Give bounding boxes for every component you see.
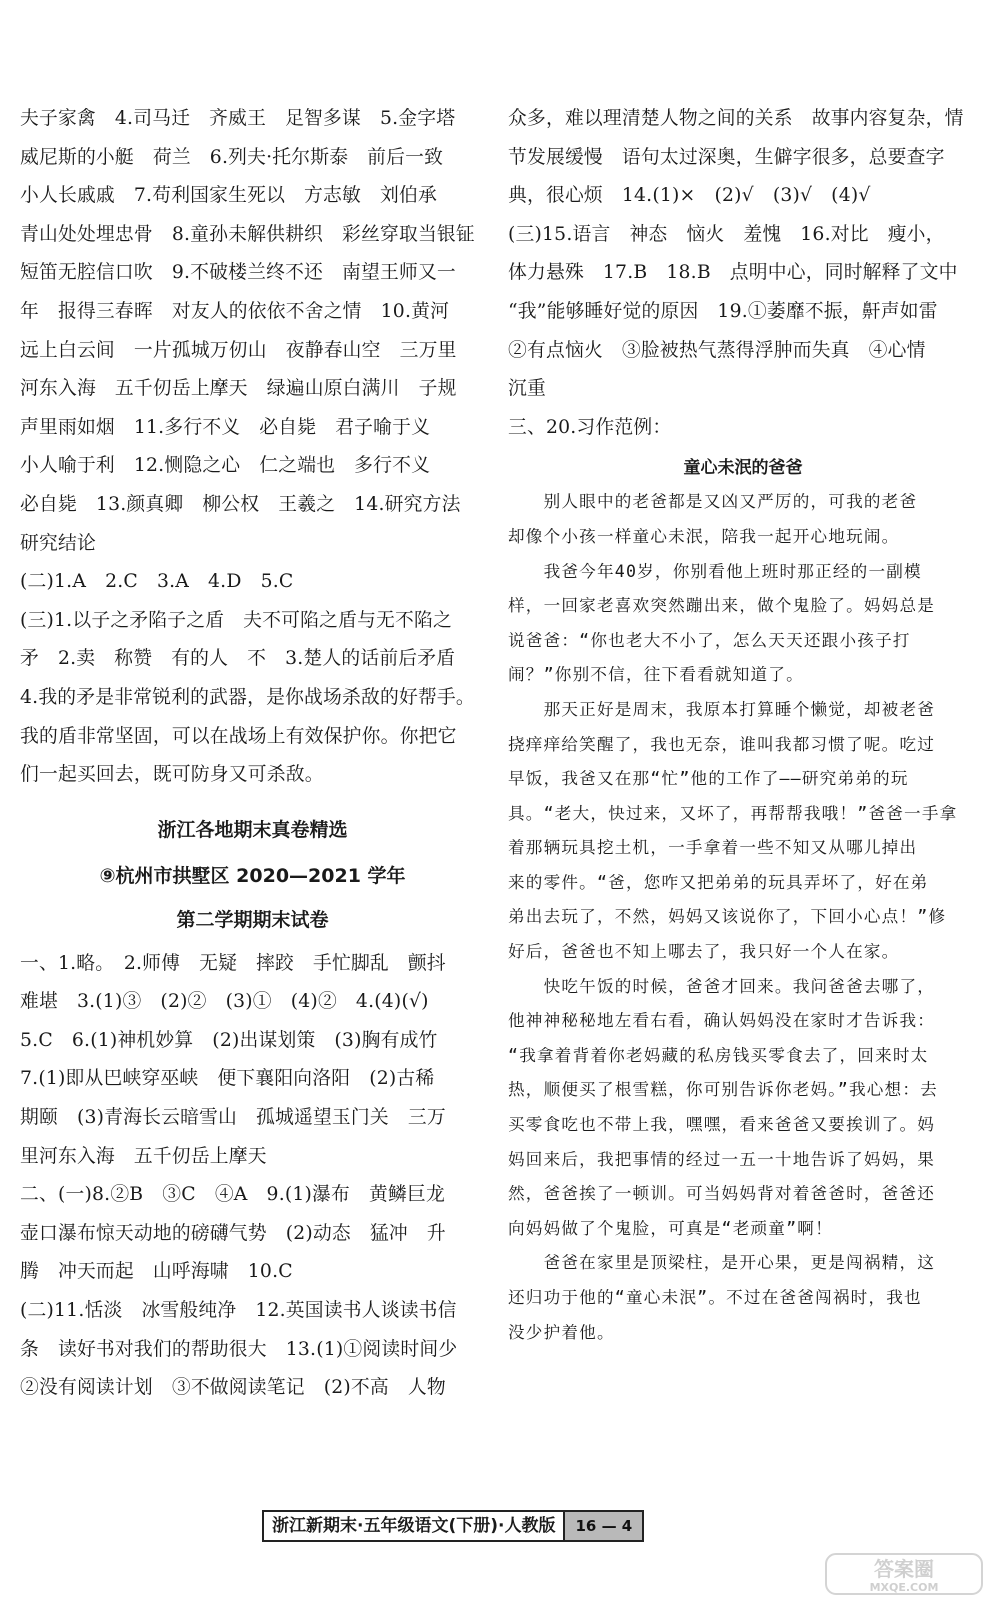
answer-line: 青山处处埋忠骨 8.童孙未解供耕织 彩丝穿取当银钲 [20, 223, 475, 245]
answer-line: “我”能够睡好觉的原因 19.①萎靡不振，鼾声如雷 [508, 300, 938, 322]
answer-block-top [20, 100, 485, 795]
essay-line: 别人眼中的老爸都是又凶又严厉的，可我的老爸 [508, 492, 918, 512]
answer-line: 必自毙 13.颜真卿 柳公权 王羲之 14.研究方法 [20, 493, 461, 515]
answer-line: 研究结论 [20, 532, 96, 554]
exam-title-line-2: 第二学期期末试卷 [176, 908, 329, 931]
answer-line: 4.我的矛是非常锐利的武器，是你战场杀敌的好帮手。 [20, 686, 475, 708]
answer-line: ②有点恼火 ③脸被热气蒸得浮肿而失真 ④心情 [508, 339, 926, 361]
answer-line: 腾 冲天而起 山呼海啸 10.C [20, 1261, 293, 1283]
answer-line: 5.C 6.(1)神机妙算 (2)出谋划策 (3)胸有成竹 [20, 1029, 438, 1051]
essay-line: 快吃午饭的时候，爸爸才回来。我问爸爸去哪了， [508, 976, 936, 996]
answer-line: 里河东入海 五千仞岳上摩天 [20, 1145, 267, 1167]
answer-line: 矛 2.卖 称赞 有的人 不 3.楚人的话前后矛盾 [20, 648, 456, 670]
answer-line: 年 报得三春晖 对友人的依依不舍之情 10.黄河 [20, 300, 450, 322]
answer-line: ②没有阅读计划 ③不做阅读笔记 (2)不高 人物 [20, 1377, 446, 1399]
essay-line: 没少护着他。 [508, 1322, 615, 1342]
essay-line: 买零食吃也不带上我，嘿嘿，看来爸爸又要挨训了。妈 [508, 1115, 936, 1135]
answer-block-right [508, 100, 978, 447]
essay-body [508, 485, 978, 1350]
answer-line: 7.(1)即从巴峡穿巫峡 便下襄阳向洛阳 (2)古稀 [20, 1068, 435, 1090]
answer-line: 体力悬殊 17.B 18.B 点明中心，同时解释了文中 [508, 262, 958, 284]
essay-line: 具。“老大，快过来，又坏了，再帮帮我哦！”爸爸一手拿 [508, 803, 958, 823]
exam-title-line-1: ⑨杭州市拱墅区 2020—2021 学年 [99, 864, 406, 887]
essay-line: 来的零件。“爸，您咋又把弟弟的玩具弄坏了，好在弟 [508, 872, 929, 892]
watermark-logo [824, 1552, 984, 1596]
essay-line: 闹？”你别不信，往下看看就知道了。 [508, 665, 804, 685]
essay-line: 他神神秘秘地左看右看，确认妈妈没在家时才告诉我： [508, 1011, 936, 1031]
answer-line: 二、(一)8.②B ③C ④A 9.(1)瀑布 黄鳞巨龙 [20, 1184, 445, 1206]
footer-book-title: 浙江新期末·五年级语文(下册)·人教版 [262, 1510, 563, 1542]
answer-line: 众多，难以理清楚人物之间的关系 故事内容复杂，情 [508, 108, 964, 129]
right-column [508, 100, 978, 1350]
essay-line: 热，顺便买了根雪糕，你可别告诉你老妈。”我心想：去 [508, 1080, 938, 1100]
essay-line: 那天正好是周末，我原本打算睡个懒觉，却被老爸 [508, 699, 936, 719]
essay-line: 着那辆玩具挖土机，一手拿着一些不知又从哪儿掉出 [508, 838, 918, 858]
answer-block-bottom [20, 945, 485, 1408]
essay-line: 却像个小孩一样童心未泯，陪我一起开心地玩闹。 [508, 526, 900, 546]
answer-line: (三)1.以子之矛陷子之盾 夫不可陷之盾与无不陷之 [20, 609, 452, 631]
essay-line: 妈回来后，我把事情的经过一五一十地告诉了妈妈，果 [508, 1149, 936, 1169]
answer-line: 我的盾非常坚固，可以在战场上有效保护你。你把它 [20, 725, 457, 747]
answer-line: 小人长戚戚 7.苟利国家生死以 方志敏 刘伯承 [20, 185, 437, 207]
answer-line: 远上白云间 一片孤城万仞山 夜静春山空 三万里 [20, 339, 457, 361]
essay-line: 样，一回家老喜欢突然蹦出来，做个鬼脸了。妈妈总是 [508, 596, 936, 616]
answer-line: 威尼斯的小艇 荷兰 6.列夫·托尔斯泰 前后一致 [20, 146, 444, 168]
answer-line: 三、20.习作范例： [508, 416, 672, 438]
answer-line: (二)11.恬淡 冰雪般纯净 12.英国读书人谈读书信 [20, 1300, 457, 1322]
answer-line: 壶口瀑布惊天动地的磅礴气势 (2)动态 猛冲 升 [20, 1222, 446, 1244]
answer-line: 典，很心烦 14.(1)× (2)√ (3)√ (4)√ [508, 185, 871, 207]
essay-title: 童心未泯的爸爸 [683, 458, 803, 479]
essay-line: 早饭，我爸又在那“忙”他的工作了——研究弟弟的玩 [508, 769, 909, 789]
left-column [20, 100, 485, 1408]
page-footer [262, 1510, 644, 1542]
answer-line: 难堪 3.(1)③ (2)② (3)① (4)② 4.(4)(√) [20, 991, 429, 1013]
page-number: 16 — 4 [563, 1510, 644, 1542]
answer-line: 夫子家禽 4.司马迁 齐威王 足智多谋 5.金字塔 [20, 108, 456, 129]
watermark-logo-graphic [824, 1552, 984, 1596]
answer-line: 小人喻于利 12.恻隐之心 仁之端也 多行不义 [20, 455, 431, 477]
answer-line: (二)1.A 2.C 3.A 4.D 5.C [20, 571, 294, 593]
svg-text:答案圈: 答案圈 [874, 1557, 934, 1581]
essay-line: 我爸今年40岁，你别看他上班时那正经的一副模 [508, 561, 922, 581]
answer-line: 河东入海 五千仞岳上摩天 绿遍山原白满川 子规 [20, 378, 457, 400]
answer-line: 期颐 (3)青海长云暗雪山 孤城遥望玉门关 三万 [20, 1107, 446, 1129]
essay-line: 然，爸爸挨了一顿训。可当妈妈背对着爸爸时，爸爸还 [508, 1184, 936, 1204]
svg-text:MXQE.COM: MXQE.COM [869, 1581, 939, 1594]
answer-line: 沉重 [508, 378, 546, 400]
essay-line: 弟出去玩了，不然，妈妈又该说你了，下回小心点！”修 [508, 907, 947, 927]
section-heading: 浙江各地期末真卷精选 [157, 818, 348, 841]
answer-line: 条 读好书对我们的帮助很大 13.(1)①阅读时间少 [20, 1338, 458, 1360]
answer-line: 短笛无腔信口吹 9.不破楼兰终不还 南望王师又一 [20, 262, 456, 284]
answer-line: 一、1.略。 2.师傅 无疑 摔跤 手忙脚乱 颤抖 [20, 952, 446, 974]
essay-line: “我拿着背着你老妈藏的私房钱买零食去了，回来时太 [508, 1045, 929, 1065]
essay-line: 挠痒痒给笑醒了，我也无奈，谁叫我都习惯了呢。吃过 [508, 734, 936, 754]
answer-line: (三)15.语言 神态 恼火 羞愧 16.对比 瘦小， [508, 223, 945, 245]
essay-line: 向妈妈做了个鬼脸，可真是“老顽童”啊！ [508, 1218, 833, 1238]
essay-line: 说爸爸：“你也老大不小了，怎么天天还跟小孩子打 [508, 630, 911, 650]
essay-line: 爸爸在家里是顶梁柱，是开心果，更是闯祸精，这 [508, 1253, 936, 1273]
essay-line: 好后，爸爸也不知上哪去了，我只好一个人在家。 [508, 942, 900, 962]
answer-line: 声里雨如烟 11.多行不义 必自毙 君子喻于义 [20, 416, 431, 438]
essay-line: 还归功于他的“童心未泯”。不过在爸爸闯祸时，我也 [508, 1288, 922, 1307]
answer-line: 们一起买回去，既可防身又可杀敌。 [20, 764, 324, 786]
answer-line: 节发展缓慢 语句太过深奥，生僻字很多，总要查字 [508, 146, 945, 168]
